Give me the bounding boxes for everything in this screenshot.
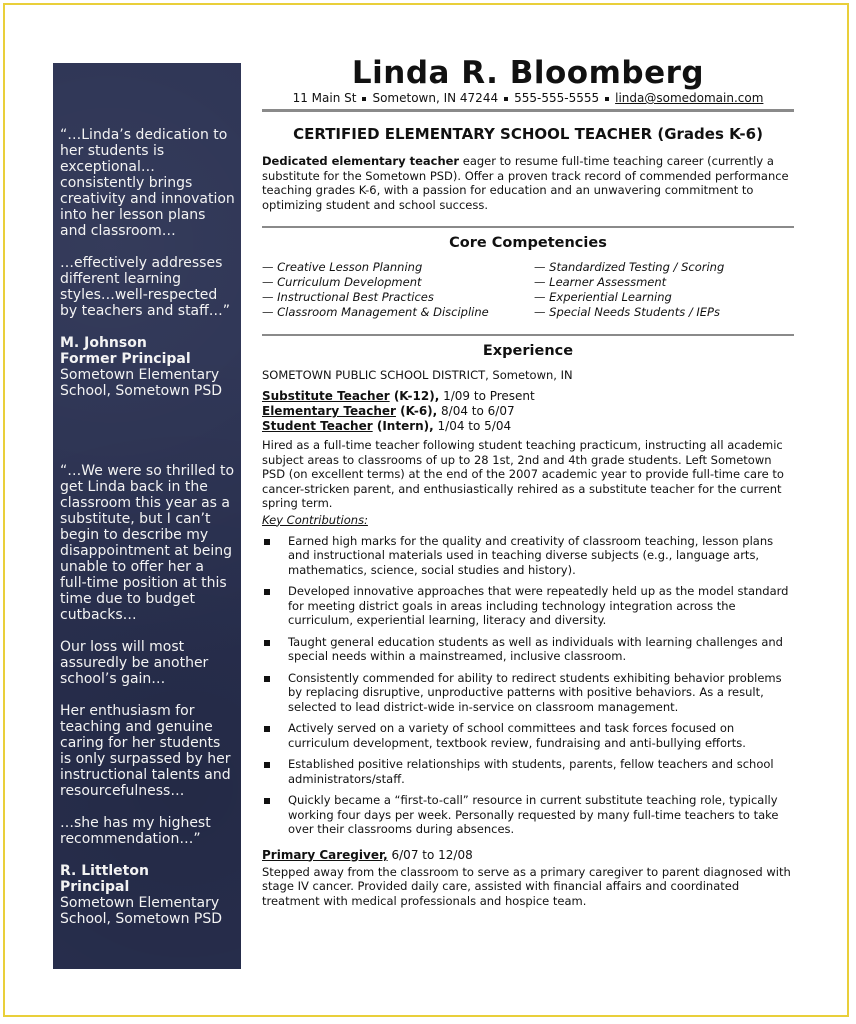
role-dates: 8/04 to 6/07 bbox=[437, 404, 515, 418]
address: 11 Main St bbox=[292, 91, 357, 105]
bullet-separator-icon bbox=[504, 97, 508, 101]
list-item: Actively served on a variety of school committees and task forces focused on curriculum development, textbook review, fundraising and anti-bullying efforts. bbox=[262, 721, 794, 750]
role-dates: 1/04 to 5/04 bbox=[433, 419, 512, 433]
caregiver-role bbox=[262, 847, 794, 863]
phone: 555-555-5555 bbox=[514, 91, 600, 105]
author-name: R. Littleton bbox=[60, 863, 149, 879]
testimonial-quote: …effectively addresses different learning styles…well-respected by teachers and staff…” bbox=[60, 255, 231, 319]
city: Sometown, IN 47244 bbox=[372, 91, 499, 105]
competencies-list bbox=[262, 260, 794, 320]
author-title: Former Principal bbox=[60, 351, 191, 367]
summary-text: eager to resume full-time teaching career (currently a substitute for the Sometown PSD). Offer a proven track record of commended performance teaching grades K-6, with a passion for education and an unwavering commitment to optimizing student and school success. bbox=[262, 154, 789, 212]
email-link[interactable]: linda@somedomain.com bbox=[615, 91, 764, 105]
testimonial-quote: “…We were so thrilled to get Linda back in the classroom this year as a substitute, but I can’t begin to describe my disappointment at being unable to offer her a full-time position at this time due to budget cutbacks… bbox=[60, 463, 235, 623]
testimonial-quote: …she has my highest recommendation…” bbox=[60, 815, 211, 847]
section-divider bbox=[262, 226, 794, 228]
testimonial-quote: Our loss will most assuredly be another school’s gain… bbox=[60, 639, 209, 687]
competency-item: — Creative Lesson Planning bbox=[262, 260, 423, 274]
list-item: Quickly became a “first-to-call” resource in current substitute teaching role, typically working four days per week. Personally requested by many full-time teachers to take over their classrooms during absences. bbox=[262, 793, 794, 837]
competency-item: — Experiential Learning bbox=[534, 290, 672, 304]
header-divider bbox=[262, 109, 794, 112]
role-title: Elementary Teacher bbox=[262, 404, 396, 418]
competencies-title: Core Competencies bbox=[449, 235, 607, 251]
employer: SOMETOWN PUBLIC SCHOOL DISTRICT, Sometown, IN bbox=[262, 368, 573, 382]
competency-item: — Standardized Testing / Scoring bbox=[534, 260, 725, 274]
bullet-separator-icon bbox=[605, 97, 609, 101]
list-item: Established positive relationships with students, parents, fellow teachers and school administrators/staff. bbox=[262, 757, 794, 786]
resume-main bbox=[262, 56, 794, 910]
competency-item: — Learner Assessment bbox=[534, 275, 667, 289]
testimonial-author bbox=[60, 335, 235, 399]
headline: CERTIFIED ELEMENTARY SCHOOL TEACHER (Grades K-6) bbox=[293, 125, 763, 143]
role-description: Hired as a full-time teacher following student teaching practicum, instructing all academic subject areas to classrooms of up to 28 1st, 2nd and 4th grade students. Left Sometown PSD (on excellent terms) at the end of the 2007 academic year to provide full-time care to cancer-stricken parent, and enthusiastically rehired as a substitute teacher for the current spring term. bbox=[262, 438, 784, 510]
role-title: Substitute Teacher bbox=[262, 389, 390, 403]
role-title: Primary Caregiver, bbox=[262, 847, 388, 862]
author-name: M. Johnson bbox=[60, 335, 147, 351]
key-contributions-label: Key Contributions: bbox=[262, 512, 368, 527]
competency-item: — Special Needs Students / IEPs bbox=[534, 305, 720, 319]
section-divider bbox=[262, 334, 794, 336]
contributions-list bbox=[262, 534, 794, 837]
role-line bbox=[262, 389, 794, 404]
competency-item: — Instructional Best Practices bbox=[262, 290, 434, 304]
testimonial-author bbox=[60, 863, 235, 927]
experience-title: Experience bbox=[482, 343, 574, 359]
competency-item: — Curriculum Development bbox=[262, 275, 422, 289]
author-title: Principal bbox=[60, 879, 130, 895]
role-dates: 6/07 to 12/08 bbox=[387, 847, 473, 862]
testimonial-quote: Her enthusiasm for teaching and genuine caring for her students is only surpassed by her instructional talents and resourcefulness… bbox=[60, 703, 231, 799]
testimonial-sidebar bbox=[53, 63, 241, 969]
list-item: Consistently commended for ability to redirect students exhibiting behavior problems by replacing disruptive, unproductive patterns with positive behaviors. As a result, selected to lead district-wide in-service on classroom management. bbox=[262, 671, 794, 715]
role-qualifier: (K-12), bbox=[389, 389, 440, 403]
list-item: Developed innovative approaches that were repeatedly held up as the model standard for meeting district goals in areas including technology integration across the curriculum, experiential learning, literacy and diversity. bbox=[262, 584, 794, 628]
testimonial-quote: “…Linda’s dedication to her students is exceptional… consistently brings creativity and innovation into her lesson plans and classroom… bbox=[60, 127, 235, 239]
author-org: Sometown Elementary School, Sometown PSD bbox=[60, 895, 223, 927]
role-title: Student Teacher bbox=[262, 419, 373, 433]
list-item: Earned high marks for the quality and creativity of classroom teaching, lesson plans and instructional materials used in teaching diverse subjects (e.g., language arts, mathematics, science, social studies and history). bbox=[262, 534, 794, 578]
list-item: Taught general education students as well as individuals with learning challenges and special needs within a mainstreamed, inclusive classroom. bbox=[262, 635, 794, 664]
role-dates: 1/09 to Present bbox=[439, 389, 535, 403]
author-org: Sometown Elementary School, Sometown PSD bbox=[60, 367, 223, 399]
summary bbox=[262, 154, 794, 212]
role-line bbox=[262, 419, 794, 434]
summary-lead: Dedicated elementary teacher bbox=[262, 154, 460, 168]
contact-line bbox=[262, 90, 794, 106]
bullet-separator-icon bbox=[362, 97, 366, 101]
competency-item: — Classroom Management & Discipline bbox=[262, 305, 489, 319]
caregiver-description: Stepped away from the classroom to serve as a primary caregiver to parent diagnosed with stage IV cancer. Provided daily care, assisted with financial affairs and coordinated treatment with medical professionals and hospice team. bbox=[262, 864, 791, 908]
resume-name: Linda R. Bloomberg bbox=[351, 55, 705, 91]
role-qualifier: (Intern), bbox=[372, 419, 434, 433]
role-line bbox=[262, 404, 794, 419]
role-qualifier: (K-6), bbox=[395, 404, 438, 418]
